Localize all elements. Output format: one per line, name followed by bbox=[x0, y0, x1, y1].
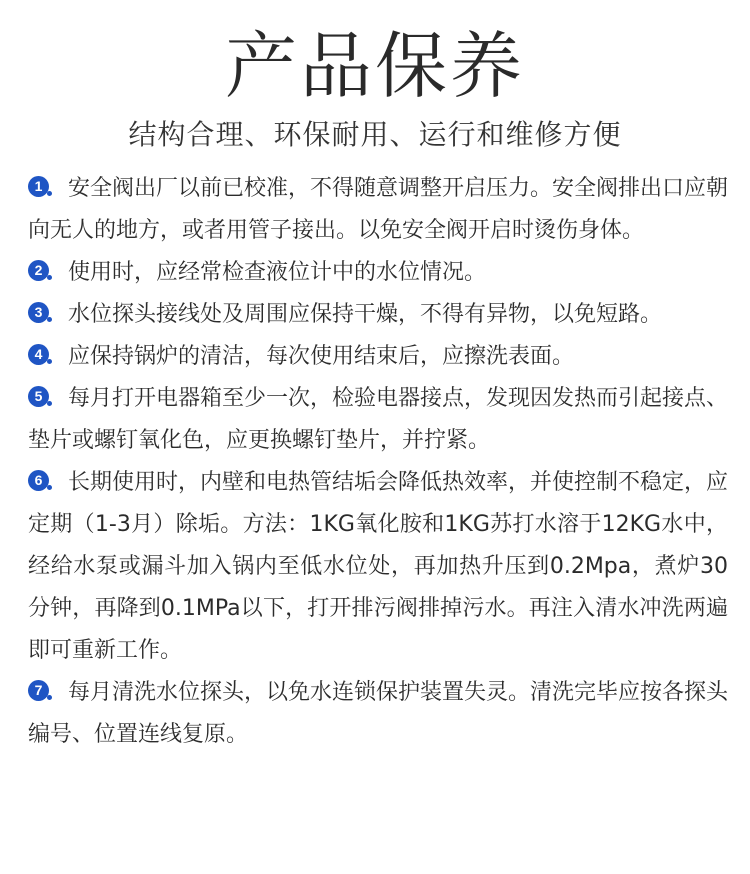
number-badge-icon bbox=[28, 302, 50, 324]
item-number: 5 bbox=[34, 388, 43, 404]
number-badge-icon bbox=[28, 344, 50, 366]
item-text: 安全阀出厂以前已校准，不得随意调整开启压力。安全阀排出口应朝向无人的地方，或者用管子接出。以免安全阀开启时烫伤身体。 bbox=[28, 176, 729, 243]
item-number: 2 bbox=[34, 262, 43, 278]
list-item bbox=[28, 252, 728, 294]
number-badge-icon bbox=[28, 680, 50, 702]
list-item bbox=[28, 336, 728, 378]
list-item bbox=[28, 672, 728, 756]
page-title: 产品保养 bbox=[224, 24, 525, 108]
item-text: 使用时，应经常检查液位计中的水位情况。 bbox=[68, 260, 487, 285]
list-item bbox=[28, 168, 728, 252]
item-text: 水位探头接线处及周围应保持干燥，不得有异物，以免短路。 bbox=[68, 302, 663, 327]
item-number: 6 bbox=[34, 472, 43, 488]
item-text: 长期使用时，内壁和电热管结垢会降低热效率，并使控制不稳定，应定期（1-3月）除垢。方法：1KG氧化胺和1KG苏打水溶于12KG水中，经给水泵或漏斗加入锅内至低水位处，再加热升压到0.2Mpa，煮炉30分钟，再降到0.1MPa以下，打开排污阀排掉污水。再注入清水冲洗两遍即可重新工作。 bbox=[28, 470, 729, 663]
item-number: 3 bbox=[34, 304, 43, 320]
item-number: 1 bbox=[34, 178, 43, 194]
list-item bbox=[28, 294, 728, 336]
page-subtitle: 结构合理、环保耐用、运行和维修方便 bbox=[128, 118, 622, 151]
item-text: 应保持锅炉的清洁，每次使用结束后，应擦洗表面。 bbox=[68, 344, 575, 369]
list-item bbox=[28, 462, 728, 672]
item-text: 每月打开电器箱至少一次，检验电器接点，发现因发热而引起接点、垫片或螺钉氧化色，应更换螺钉垫片，并拧紧。 bbox=[28, 386, 729, 453]
number-badge-icon bbox=[28, 260, 50, 282]
item-number: 7 bbox=[34, 682, 43, 698]
number-badge-icon bbox=[28, 470, 50, 492]
number-badge-icon bbox=[28, 386, 50, 408]
item-text: 每月清洗水位探头，以免水连锁保护装置失灵。清洗完毕应按各探头编号、位置连线复原。 bbox=[28, 680, 729, 747]
maintenance-list bbox=[28, 168, 728, 756]
item-number: 4 bbox=[34, 346, 43, 362]
number-badge-icon bbox=[28, 176, 50, 198]
list-item bbox=[28, 378, 728, 462]
